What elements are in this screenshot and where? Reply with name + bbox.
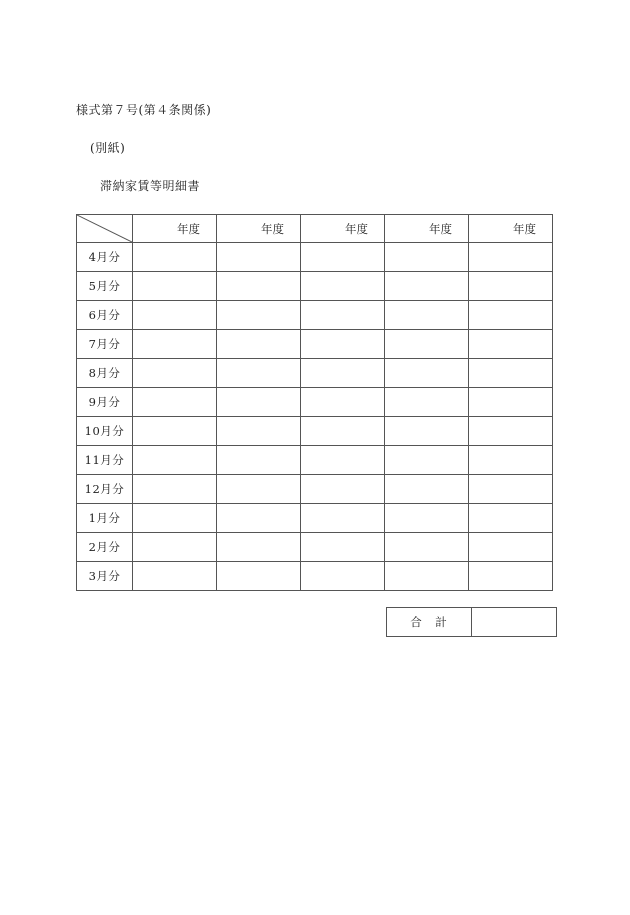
total-row (387, 608, 557, 637)
value-cell (301, 243, 385, 272)
value-cell (217, 243, 301, 272)
table-row (77, 301, 553, 330)
value-cell (133, 388, 217, 417)
value-cell (385, 243, 469, 272)
value-cell (217, 272, 301, 301)
table-row (77, 504, 553, 533)
value-cell (301, 475, 385, 504)
value-cell (217, 475, 301, 504)
month-label: 7月分 (77, 330, 133, 359)
value-cell (133, 301, 217, 330)
year-header: 年度 (469, 215, 553, 243)
table-row (77, 533, 553, 562)
value-cell (133, 562, 217, 591)
value-cell (301, 359, 385, 388)
value-cell (133, 446, 217, 475)
month-label: 12月分 (77, 475, 133, 504)
corner-cell (77, 215, 133, 243)
value-cell (469, 417, 553, 446)
value-cell (469, 562, 553, 591)
form-number: 様式第７号(第４条関係) (76, 103, 212, 117)
value-cell (217, 533, 301, 562)
value-cell (469, 388, 553, 417)
value-cell (301, 272, 385, 301)
value-cell (133, 272, 217, 301)
value-cell (133, 330, 217, 359)
value-cell (469, 330, 553, 359)
table-row (77, 417, 553, 446)
document-title: 滞納家賃等明細書 (100, 179, 201, 193)
table-row (77, 562, 553, 591)
header-row (77, 215, 553, 243)
value-cell (133, 417, 217, 446)
value-cell (469, 272, 553, 301)
value-cell (469, 243, 553, 272)
year-header: 年度 (217, 215, 301, 243)
year-header: 年度 (133, 215, 217, 243)
table-row (77, 272, 553, 301)
value-cell (469, 301, 553, 330)
value-cell (469, 446, 553, 475)
value-cell (217, 446, 301, 475)
value-cell (301, 417, 385, 446)
value-cell (217, 301, 301, 330)
value-cell (301, 533, 385, 562)
value-cell (301, 446, 385, 475)
year-header: 年度 (385, 215, 469, 243)
value-cell (217, 388, 301, 417)
value-cell (385, 533, 469, 562)
value-cell (385, 504, 469, 533)
value-cell (385, 417, 469, 446)
value-cell (301, 301, 385, 330)
value-cell (301, 330, 385, 359)
value-cell (301, 562, 385, 591)
year-header: 年度 (301, 215, 385, 243)
value-cell (217, 562, 301, 591)
month-label: 8月分 (77, 359, 133, 388)
value-cell (385, 301, 469, 330)
value-cell (385, 388, 469, 417)
total-value-cell (472, 608, 557, 637)
attachment-label: (別紙) (90, 141, 126, 155)
value-cell (217, 417, 301, 446)
value-cell (301, 388, 385, 417)
table-row (77, 446, 553, 475)
month-label: 1月分 (77, 504, 133, 533)
table-row (77, 359, 553, 388)
arrears-detail-table (76, 214, 553, 591)
value-cell (385, 446, 469, 475)
value-cell (469, 533, 553, 562)
value-cell (217, 504, 301, 533)
value-cell (133, 243, 217, 272)
month-label: 10月分 (77, 417, 133, 446)
value-cell (385, 359, 469, 388)
diagonal-line-icon (77, 215, 132, 242)
value-cell (217, 330, 301, 359)
month-label: 6月分 (77, 301, 133, 330)
month-label: 2月分 (77, 533, 133, 562)
table-row (77, 388, 553, 417)
total-label: 合 計 (387, 608, 472, 637)
value-cell (217, 359, 301, 388)
month-label: 9月分 (77, 388, 133, 417)
value-cell (301, 504, 385, 533)
total-table (386, 607, 557, 637)
month-label: 11月分 (77, 446, 133, 475)
value-cell (133, 359, 217, 388)
table-row (77, 330, 553, 359)
value-cell (133, 533, 217, 562)
table-row (77, 243, 553, 272)
value-cell (385, 562, 469, 591)
value-cell (469, 504, 553, 533)
table-row (77, 475, 553, 504)
value-cell (385, 475, 469, 504)
month-label: 3月分 (77, 562, 133, 591)
value-cell (385, 330, 469, 359)
value-cell (385, 272, 469, 301)
month-label: 5月分 (77, 272, 133, 301)
value-cell (469, 475, 553, 504)
value-cell (133, 475, 217, 504)
value-cell (469, 359, 553, 388)
month-label: 4月分 (77, 243, 133, 272)
value-cell (133, 504, 217, 533)
